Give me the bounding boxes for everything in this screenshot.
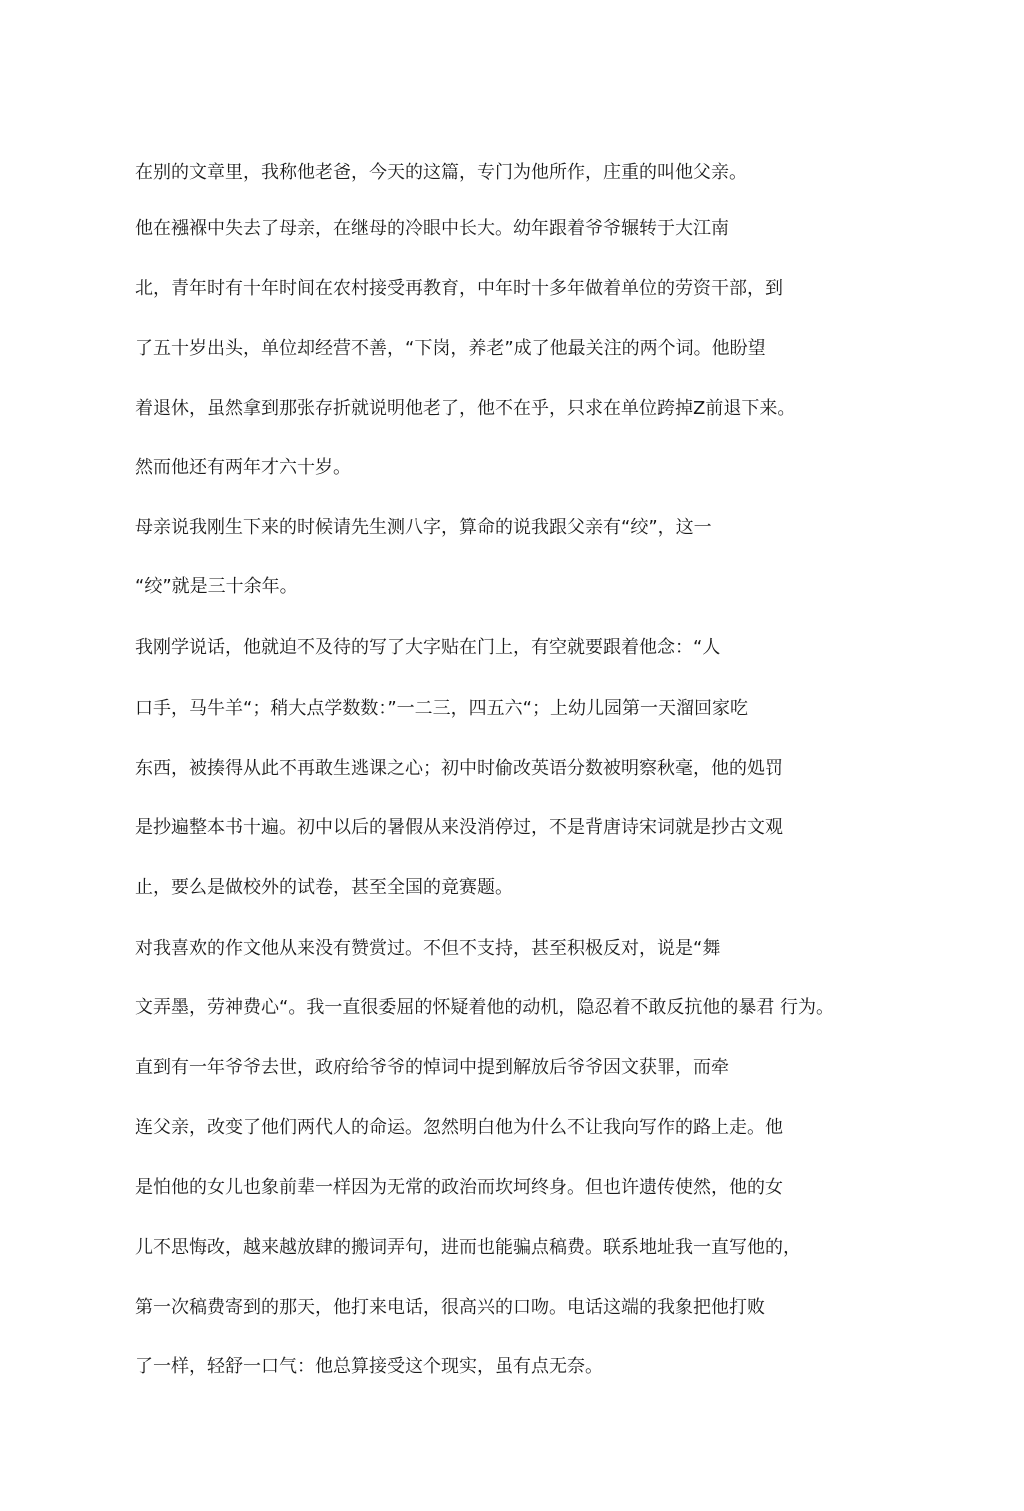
text-line: 东西，被揍得从此不再敢生逃课之心；初中时偷改英语分数被明察秋毫，他的処罚 (135, 758, 783, 779)
text-line: 然而他还有两年才六十岁。 (135, 457, 351, 478)
text-line: 了一样，轻舒一口气：他总算接受这个现实，虽有点无奈。 (135, 1356, 603, 1377)
text-line: 是怕他的女儿也象前辈一样因为无常的政治而坎坷终身。但也许遗传使然，他的女 (135, 1177, 783, 1198)
text-line: 了五十岁出头，单位却经营不善，“下岗，养老”成了他最关注的两个词。他盼望 (135, 338, 766, 359)
text-line: 第一次稿费寄到的那天，他打来电话，很高兴的口吻。电话这端的我象把他打败 (135, 1297, 765, 1318)
text-line: 母亲说我刚生下来的时候请先生测八字，算命的说我跟父亲有“绞”，这一 (135, 517, 712, 538)
text-line: 文弄墨，劳神费心“。我一直很委屈的怀疑着他的动机，隐忍着不敢反抗他的暴君 行为。 (135, 997, 835, 1018)
text-line: 是抄遍整本书十遍。初中以后的暑假从来没消停过，不是背唐诗宋词就是抄古文观 (135, 817, 783, 838)
text-line: 着退休，虽然拿到那张存折就说明他老了，他不在乎，只求在单位跨掉Z前退下来。 (135, 398, 796, 419)
text-line: 连父亲，改变了他们两代人的命运。忽然明白他为什么不让我向写作的路上走。他 (135, 1117, 783, 1138)
text-line: 我刚学说话，他就迫不及待的写了大字贴在门上，有空就要跟着他念：“人 (135, 637, 721, 658)
text-line: 在别的文章里，我称他老爸，今天的这篇，专门为他所作，庄重的叫他父亲。 (135, 162, 747, 183)
text-line: 直到有一年爷爷去世，政府给爷爷的悼词中提到解放后爷爷因文获罪，而牵 (135, 1057, 729, 1078)
text-line: 止，要么是做校外的试卷，甚至全国的竟赛题。 (135, 877, 513, 898)
text-line: 口手，马牛羊“；稍大点学数数：”一二三，四五六“；上幼儿园第一天溜回家吃 (135, 698, 748, 719)
text-line: “绞”就是三十余年。 (135, 576, 298, 597)
text-line: 儿不思悔改，越来越放肆的搬词弄句，进而也能骗点稿费。联系地址我一直写他的， (135, 1237, 801, 1258)
text-line: 北，青年时有十年时间在农村接受再教育，中年时十多年做着单位的劳资干部，到 (135, 278, 783, 299)
text-line: 他在襁褓中失去了母亲，在继母的冷眼中长大。幼年跟着爷爷辗转于大江南 (135, 218, 729, 239)
text-line: 对我喜欢的作文他从来没有赞赏过。不但不支持，甚至积极反对，说是“舞 (135, 938, 721, 959)
